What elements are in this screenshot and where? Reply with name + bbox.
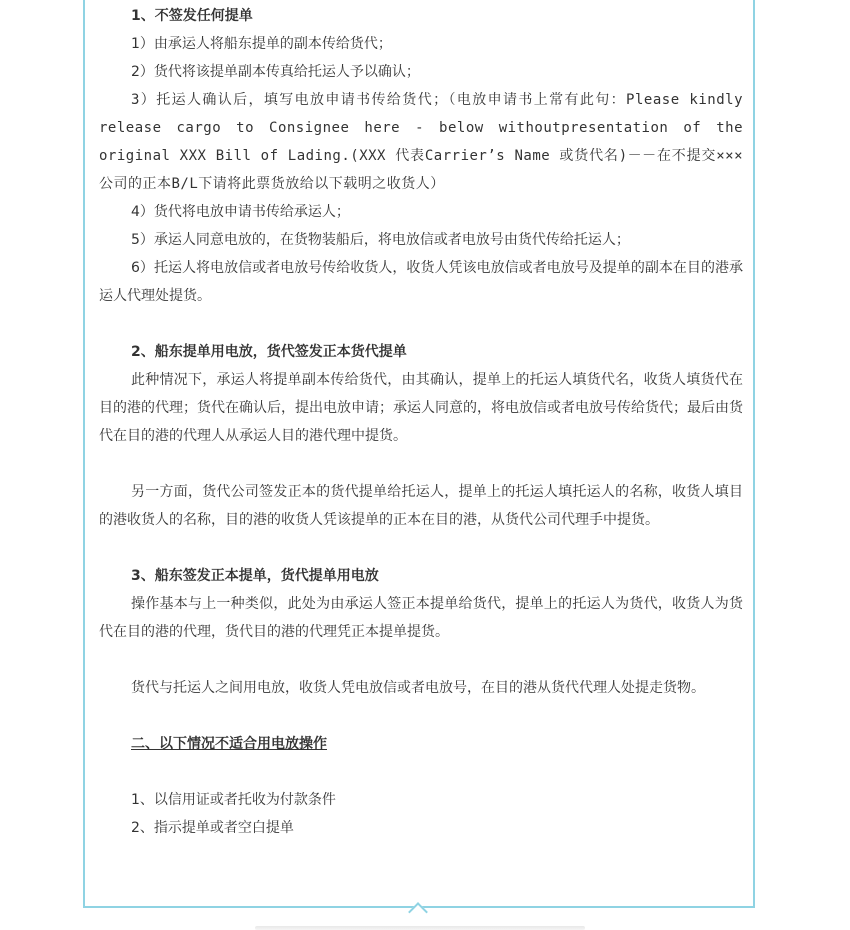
spacer [99,702,743,730]
section1-step6: 6）托运人将电放信或者电放号传给收货人，收货人凭该电放信或者电放号及提单的副本在目的港承运人代理处提货。 [99,260,743,304]
section1-step2: 2）货代将该提单副本传真给托运人予以确认； [131,64,420,80]
section3-para1: 操作基本与上一种类似，此处为由承运人签正本提单给货代，提单上的托运人为货代，收货人为货代在目的港的代理，货代目的港的代理凭正本提单提货。 [99,596,743,640]
section-two-item2: 2、指示提单或者空白提单 [131,820,294,836]
section3-para2: 货代与托运人之间用电放，收货人凭电放信或者电放号，在目的港从货代代理人处提走货物。 [131,680,705,696]
spacer [99,758,743,786]
section2-para2: 另一方面，货代公司签发正本的货代提单给托运人，提单上的托运人填托运人的名称，收货人填目的港收货人的名称，目的港的收货人凭该提单的正本在目的港，从货代公司代理手中提货。 [99,484,743,528]
spacer [99,310,743,338]
section1-step3: 3）托运人确认后，填写电放申请书传给货代；（电放申请书上常有此句：Please kindly release cargo to Consignee here - below withoutpresentation of the original XXX Bill of Lading.(XXX 代表Carrier’s Name 或货代名)－－在不提交×××公司的正本B/L下请将此票货放给以下载明之收货人） [99,92,743,192]
section1-step1: 1）由承运人将船东提单的副本传给货代； [131,36,392,52]
section-two-heading-text: 二、以下情况不适合用电放操作 [131,736,327,752]
spacer [99,534,743,562]
section3-heading: 3、船东签发正本提单，货代提单用电放 [131,568,379,584]
article-body [99,2,743,842]
section2-para1: 此种情况下，承运人将提单副本传给货代，由其确认，提单上的托运人填货代名，收货人填货代在目的港的代理；货代在确认后，提出电放申请；承运人同意的，将电放信或者电放号传给货代；最后由货代在目的港的代理人从承运人目的港代理中提货。 [99,372,743,444]
section-two-heading [99,730,743,758]
spacer [99,646,743,674]
section2-heading: 2、船东提单用电放，货代签发正本货代提单 [131,344,407,360]
bottom-shadow [255,926,585,930]
spacer [99,450,743,478]
section1-heading: 1、不签发任何提单 [131,8,253,24]
section-two-item1: 1、以信用证或者托收为付款条件 [131,792,336,808]
section1-step5: 5）承运人同意电放的，在货物装船后，将电放信或者电放号由货代传给托运人； [131,232,630,248]
section1-step4: 4）货代将电放申请书传给承运人； [131,204,350,220]
